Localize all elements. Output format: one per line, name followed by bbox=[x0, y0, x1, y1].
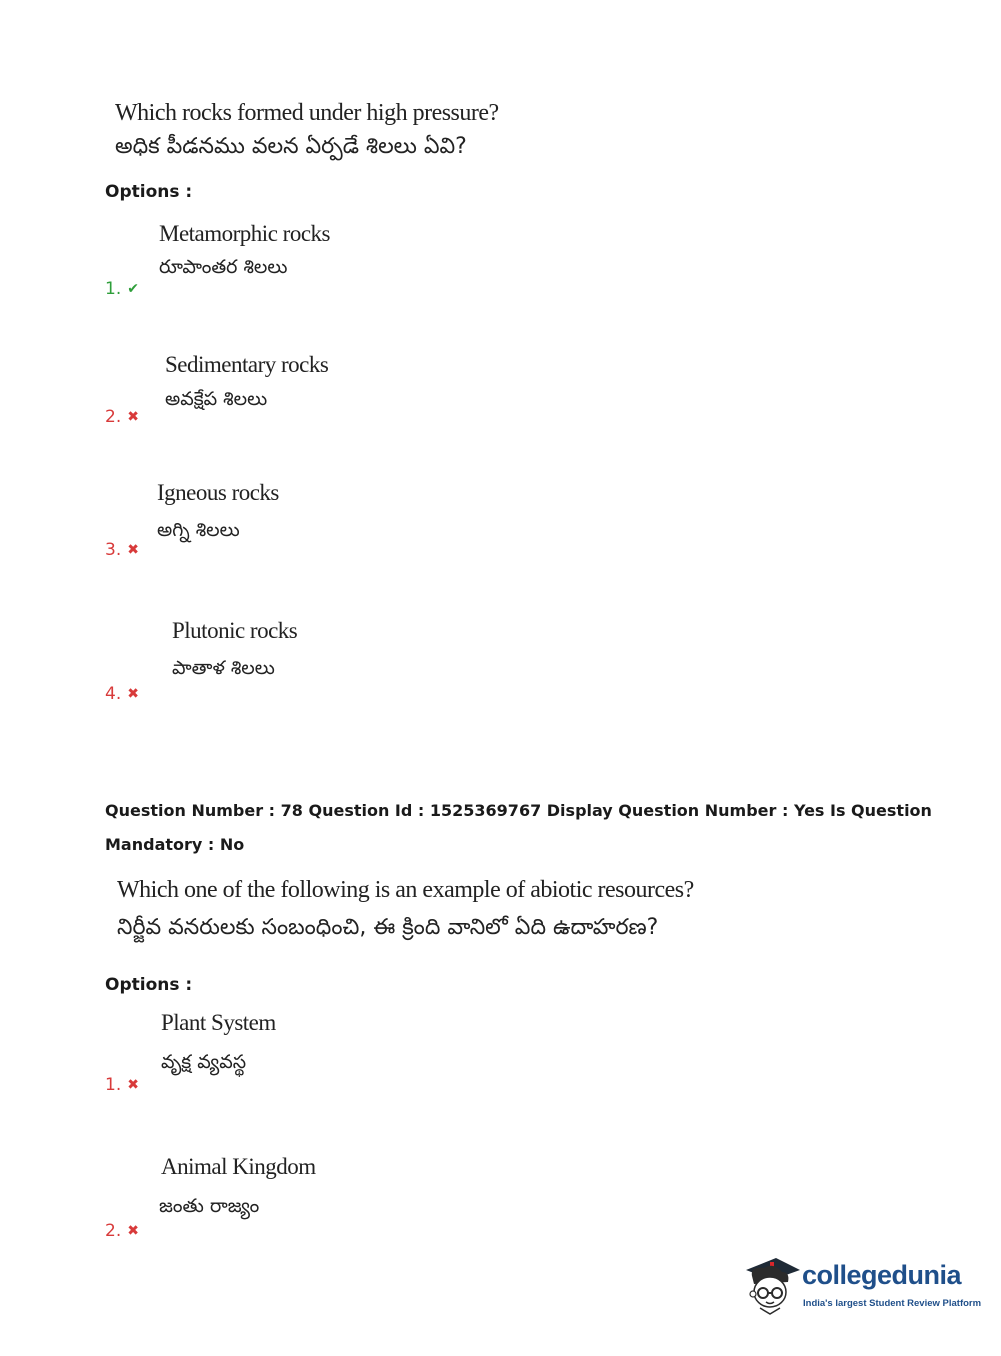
option-77-4-number bbox=[105, 684, 139, 704]
cross-icon: ✖ bbox=[127, 542, 139, 558]
option-77-4-text-te: పాతాళ శిలలు bbox=[172, 657, 275, 679]
logo-wordmark: collegedunia bbox=[802, 1260, 962, 1290]
option-77-1-text-en: Metamorphic rocks bbox=[159, 221, 330, 246]
cross-icon: ✖ bbox=[127, 409, 139, 425]
option-77-1-number bbox=[105, 279, 139, 299]
question-77-text-te: అధిక పీడనము వలన ఏర్పడే శిలలు ఏవి? bbox=[115, 134, 467, 159]
option-77-1-text-te: రూపాంతర శిలలు bbox=[159, 256, 288, 278]
option-78-2-number bbox=[105, 1221, 139, 1241]
options-label-77: Options : bbox=[105, 182, 193, 202]
option-77-3-number bbox=[105, 540, 139, 560]
question-78-meta-line2: Mandatory : No bbox=[105, 835, 245, 854]
option-number-label: 2. bbox=[105, 1221, 122, 1241]
student-mascot-icon bbox=[742, 1248, 802, 1318]
option-77-2-text-en: Sedimentary rocks bbox=[165, 352, 329, 377]
option-78-2-text-te: జంతు రాజ్యం bbox=[159, 1195, 260, 1217]
collegedunia-logo[interactable] bbox=[742, 1248, 982, 1318]
question-77-text-en: Which rocks formed under high pressure? bbox=[115, 100, 499, 126]
options-label-78: Options : bbox=[105, 975, 193, 995]
question-78-text-en: Which one of the following is an example of abiotic resources? bbox=[117, 877, 694, 903]
option-77-2-number bbox=[105, 407, 139, 427]
cross-icon: ✖ bbox=[127, 1077, 139, 1093]
option-78-2-text-en: Animal Kingdom bbox=[161, 1154, 316, 1179]
option-77-4-text-en: Plutonic rocks bbox=[172, 618, 298, 643]
option-77-3-text-te: అగ్ని శిలలు bbox=[157, 519, 240, 541]
option-78-1-text-te: వృక్ష వ్యవస్థ bbox=[161, 1051, 247, 1073]
option-78-1-text-en: Plant System bbox=[161, 1010, 276, 1035]
option-77-3-text-en: Igneous rocks bbox=[157, 480, 279, 505]
option-number-label: 4. bbox=[105, 684, 122, 704]
cross-icon: ✖ bbox=[127, 686, 139, 702]
checkmark-icon: ✔ bbox=[127, 281, 139, 297]
logo-tagline: India's largest Student Review Platform bbox=[803, 1298, 982, 1309]
option-78-1-number bbox=[105, 1075, 139, 1095]
option-number-label: 2. bbox=[105, 407, 122, 427]
question-78-text-te: నిర్జీవ వనరులకు సంబంధించి, ఈ క్రింది వానిలో ఏది ఉదాహరణ? bbox=[117, 915, 659, 940]
option-number-label: 3. bbox=[105, 540, 122, 560]
option-number-label: 1. bbox=[105, 279, 122, 299]
option-77-2-text-te: అవక్షేప శిలలు bbox=[165, 388, 268, 410]
question-78-meta-line1: Question Number : 78 Question Id : 1525369767 Display Question Number : Yes Is Question bbox=[105, 801, 932, 820]
cross-icon: ✖ bbox=[127, 1223, 139, 1239]
option-number-label: 1. bbox=[105, 1075, 122, 1095]
